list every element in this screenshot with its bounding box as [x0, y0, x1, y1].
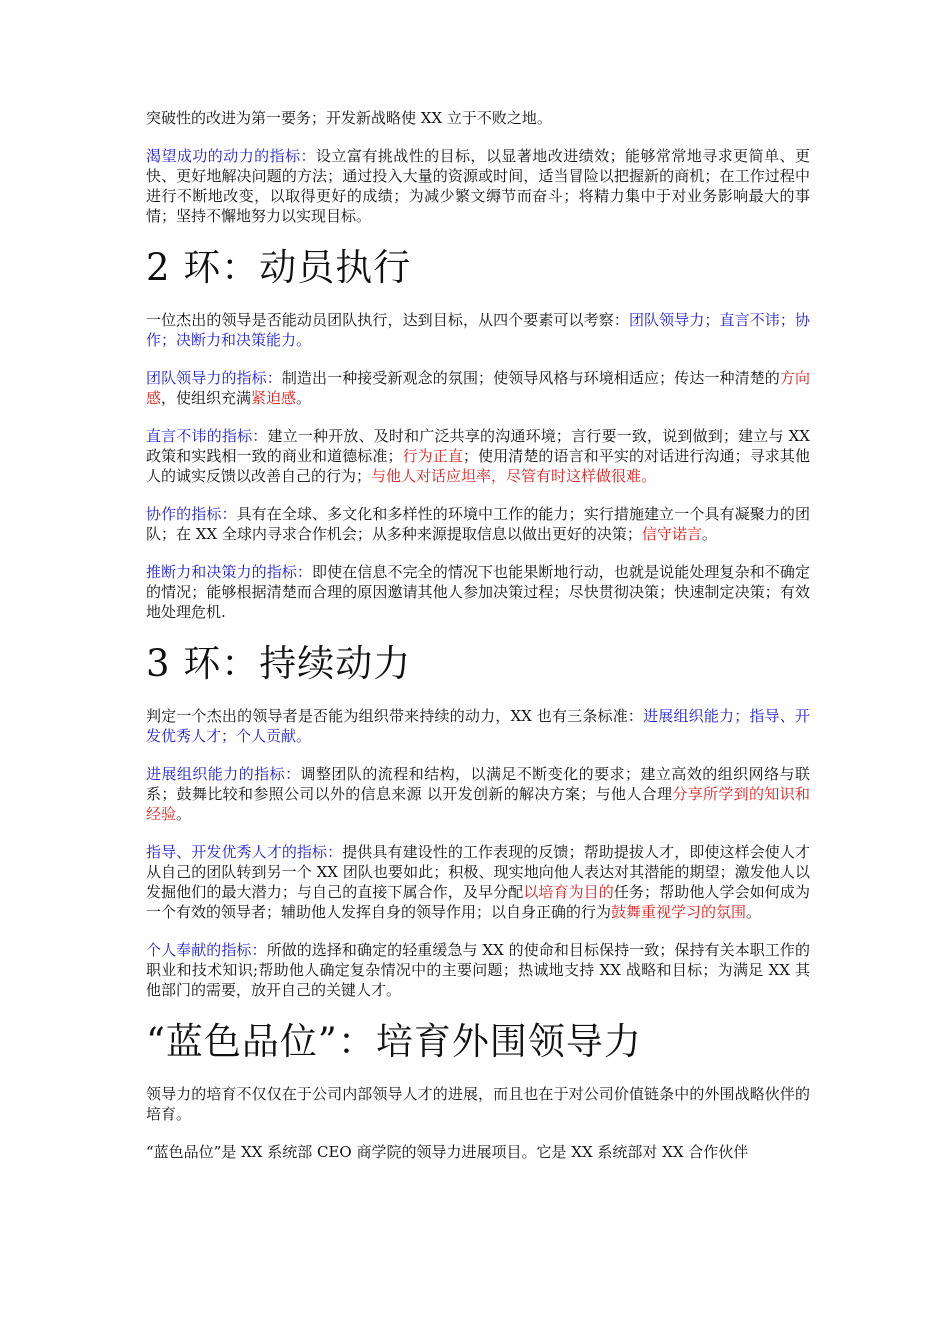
document-body — [146, 108, 810, 1162]
paragraph-drive-for-success: 渴望成功的动力的指标：设立富有挑战性的目标，以显著地改进绩效；能够常常地寻求更简单、更快、更好地解决问题的方法；通过投入大量的资源或时间，适当冒险以把握新的商机；在工作过程中进行不断地改变，以取得更好的成绩；为减少繁文缛节而奋斗；将精力集中于对业务影响最大的事情；坚持不懈地努力以实现目标。 — [146, 147, 810, 225]
section-heading-ring-2: 2 环：动员执行 — [146, 246, 412, 289]
indicator-label: 直言不讳的指标： — [146, 427, 268, 445]
paragraph-decisiveness: 推断力和决策力的指标：即使在信息不完全的情况下也能果断地行动，也就是说能处理复杂和不确定的情况；能够根据清楚而合理的原因邀请其他人参加决策过程；尽快贯彻决策；快速制定决策；有效地处理危机. — [146, 563, 810, 621]
section-heading-blue-taste: “蓝色品位”：培育外围领导力 — [146, 1020, 642, 1063]
indicator-label: 个人奉献的指标： — [146, 941, 267, 959]
paragraph-org-capability: 进展组织能力的指标：调整团队的流程和结构，以满足不断变化的要求；建立高效的组织网络与联系；鼓舞比较和参照公司以外的信息来源 以开发创新的解决方案；与他人合理分享所学到的知识和经验。 — [146, 765, 810, 823]
paragraph-external-leadership: 领导力的培育不仅仅在于公司内部领导人才的进展，而且也在于对公司价值链条中的外围战略伙伴的培育。 — [146, 1085, 810, 1123]
criteria-list: 团队领导力；直言不讳；协作；决断力和决策能力。 — [146, 311, 810, 349]
paragraph-blue-taste-program: “蓝色品位”是 XX 系统部 CEO 商学院的领导力进展项目。它是 XX 系统部对 XX 合作伙伴 — [146, 1143, 749, 1161]
highlight: 与他人对话应坦率，尽管有时这样做很难。 — [371, 467, 657, 485]
highlight: 紧迫感 — [251, 389, 297, 407]
indicator-label: 指导、开发优秀人才的指标： — [146, 843, 343, 861]
highlight: 信守诺言 — [641, 525, 702, 543]
paragraph-candor: 直言不讳的指标：建立一种开放、及时和广泛共享的沟通环境；言行要一致，说到做到；建立与 XX 政策和实践相一致的商业和道德标准；行为正直；使用清楚的语言和平实的对话进行沟通；寻求其他人的诚实反馈以改善自己的行为；与他人对话应坦率，尽管有时这样做很难。 — [146, 427, 810, 485]
paragraph-ring-2-intro: 一位杰出的领导是否能动员团队执行，达到目标，从四个要素可以考察：团队领导力；直言不讳；协作；决断力和决策能力。 — [146, 311, 810, 349]
paragraph-collaboration: 协作的指标：具有在全球、多文化和多样性的环境中工作的能力；实行措施建立一个具有凝聚力的团队；在 XX 全球内寻求合作机会；从多种来源提取信息以做出更好的决策；信守诺言。 — [146, 505, 810, 543]
paragraph-talent-development: 指导、开发优秀人才的指标：提供具有建设性的工作表现的反馈；帮助提拔人才，即使这样会使人才从自己的团队转到另一个 XX 团队也要如此；积极、现实地向他人表达对其潜能的期望；激发他人以发掘他们的最大潜力；与自己的直接下属合作，及早分配以培育为目的任务；帮助他人学会如何成为一个有效的领导者；辅助他人发挥自身的领导作用；以自身正确的行为鼓舞重视学习的氛围。 — [146, 843, 810, 921]
highlight: 分享所学到的知识和经验 — [146, 785, 810, 823]
highlight: 行为正直 — [402, 447, 463, 465]
highlight: 以培育为目的 — [523, 883, 614, 901]
paragraph-intro-continuation: 突破性的改进为第一要务；开发新战略使 XX 立于不败之地。 — [146, 109, 552, 127]
highlight: 鼓舞重视学习的氛围 — [611, 903, 747, 921]
indicator-label: 渴望成功的动力的指标： — [146, 147, 316, 165]
paragraph-personal-contribution: 个人奉献的指标：所做的选择和确定的轻重缓急与 XX 的使命和目标保持一致；保持有关本职工作的职业和技术知识;帮助他人确定复杂情况中的主要问题；热诚地支持 XX 战略和目标；为满足 XX 其他部门的需要，放开自己的关键人才。 — [146, 941, 810, 999]
criteria-list: 进展组织能力；指导、开发优秀人才；个人贡献。 — [146, 707, 810, 745]
indicator-label: 推断力和决策力的指标： — [146, 563, 313, 581]
paragraph-ring-3-intro: 判定一个杰出的领导者是否能为组织带来持续的动力，XX 也有三条标准：进展组织能力；指导、开发优秀人才；个人贡献。 — [146, 707, 810, 745]
highlight: 方向感 — [146, 369, 810, 407]
indicator-label: 团队领导力的指标： — [146, 369, 282, 387]
indicator-label: 进展组织能力的指标： — [146, 765, 301, 783]
indicator-label: 协作的指标： — [146, 505, 237, 523]
paragraph-team-leadership: 团队领导力的指标：制造出一种接受新观念的氛围；使领导风格与环境相适应；传达一种清楚的方向感，使组织充满紧迫感。 — [146, 369, 810, 407]
section-heading-ring-3: 3 环：持续动力 — [146, 642, 412, 685]
